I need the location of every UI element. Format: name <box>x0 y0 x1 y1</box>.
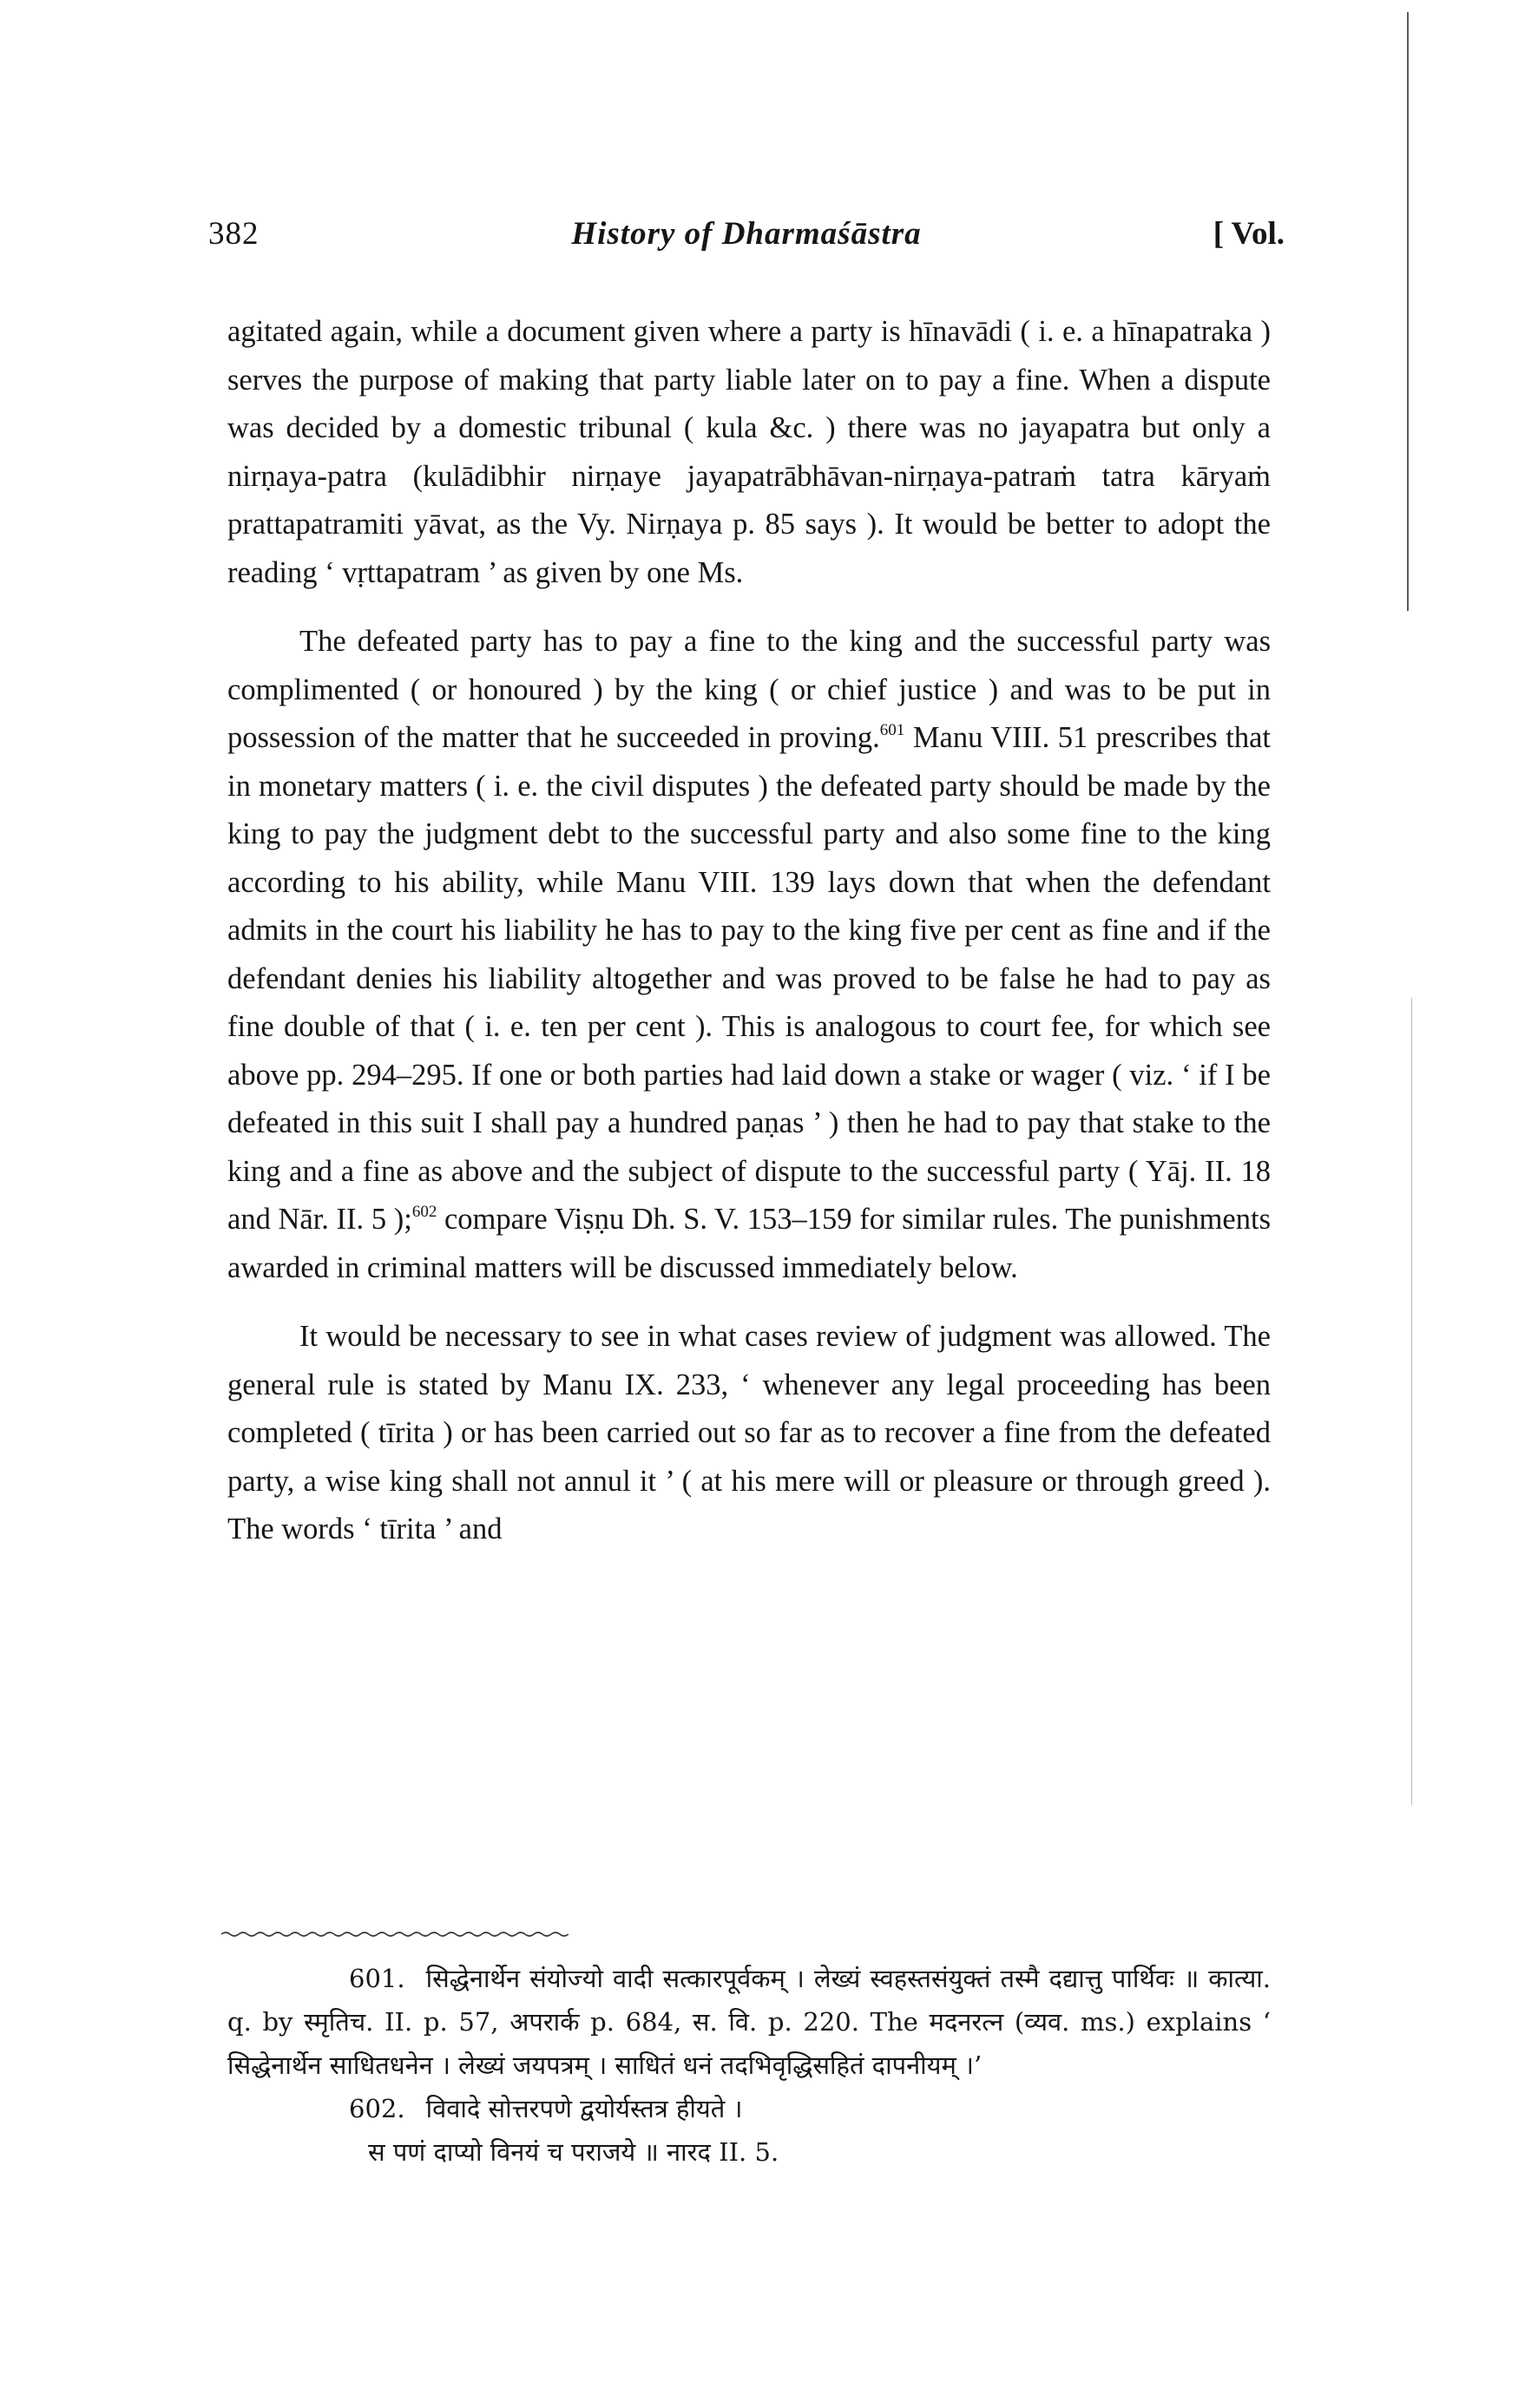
scan-edge-line <box>1407 12 1409 611</box>
paragraph-gap <box>227 597 1271 618</box>
footnote-ref-601[interactable]: 601 <box>879 721 905 739</box>
volume-marker: [ Vol. <box>1213 216 1285 252</box>
footnote-number: 601. <box>349 1964 405 1993</box>
main-text <box>227 308 1271 1554</box>
footnote-number: 602. <box>349 2094 405 2123</box>
footnote-602 <box>227 2087 1271 2130</box>
page-number: 382 <box>208 216 260 252</box>
paragraph-3: It would be necessary to see in what cases review of judgment was allowed. The general rule is stated by Manu IX. 233, ‘ whenever any legal proceeding has been completed ( tīrita ) or has been carried out so far as to recover a fine from the defeated party, a wise king shall not annul it ’ ( at his mere will or pleasure or through greed ). The words ‘ tīrita ’ and <box>227 1320 1271 1545</box>
running-title: History of Dharmaśāstra <box>571 216 922 252</box>
paragraph-2-part-b: Manu VIII. 51 prescribes that in monetary matters ( i. e. the civil disputes ) the defeated party should be made by the king to pay the judgment debt to the successful party and also some fine to the king according to his ability, while Manu VIII. 139 lays down that when the defendant admits in the court his liability he has to pay to the king five per cent as fine and if the defendant denies his liability altogether and was proved to be false he had to pay as fine double of that ( i. e. ten per cent ). This is analogous to court fee, for which see above pp. 294–295. If one or both parties had laid down a stake or wager ( viz. ‘ if I be defeated in this suit I shall pay a hundred paṇas ’ ) then he had to pay that stake to the king and a fine as above and the subject of dispute to the successful party ( Yāj. II. 18 and Nār. II. 5 ); <box>227 721 1271 1236</box>
paragraph-2-part-a: The defeated party has to pay a fine to the king and the successful party was complimented ( or honoured ) by the king ( or chief justice ) and was to be put in possession of the matter that he succeeded in proving. <box>227 625 1271 754</box>
paragraph-1: agitated again, while a document given where a party is hīnavādi ( i. e. a hīnapatraka ) serves the purpose of making that party liable later on to pay a fine. When a dispute was decided by a domestic tribunal ( kula &c. ) there was no jayapatra but only a nirṇaya-patra (kulādibhir nirṇaye jayapatrābhāvan-nirṇaya-patraṁ tatra kāryaṁ prattapatramiti yāvat, as the Vy. Nirṇaya p. 85 says ). It would be better to adopt the reading ‘ vṛttapatram ’ as given by one Ms. <box>227 315 1271 589</box>
footnote-separator <box>221 1930 569 1939</box>
footnote-verse-line-1: विवादे सोत्तरपणे द्वयोर्यस्तत्र हीयते । <box>425 2094 743 2123</box>
paragraph-gap <box>227 1292 1271 1313</box>
footnotes <box>227 1957 1271 2174</box>
scan-edge-line-lower <box>1411 998 1412 1805</box>
paragraph-2 <box>227 618 1271 1292</box>
footnote-verse-line-2: स पणं दाप्यो विनयं च पराजये ॥ नारद II. 5. <box>368 2137 779 2167</box>
footnote-text: सिद्धेनार्थेन संयोज्यो वादी सत्कारपूर्वकम् । लेख्यं स्वहस्तसंयुक्तं तस्मै दद्यात्तु पार्थिवः ॥ कात्या. q. by स्मृतिच. II. p. 57, अपरार्क p. 684, स. वि. p. 220. The मदनरत्न (व्यव. ms.) explains ‘ सिद्धेनार्थेन साधितधनेन । लेख्यं जयपत्रम् । साधितं धनं तदभिवृद्धिसहितं दापनीयम् ।’ <box>227 1964 1271 2080</box>
footnote-602-continuation <box>227 2130 1271 2174</box>
page-header <box>208 215 1285 260</box>
paragraph-2-part-c: compare Viṣṇu Dh. S. V. 153–159 for similar rules. The punishments awarded in criminal matters will be discussed immediately below. <box>227 1203 1272 1284</box>
footnote-ref-602[interactable]: 602 <box>411 1203 437 1221</box>
footnote-601 <box>227 1957 1271 2087</box>
